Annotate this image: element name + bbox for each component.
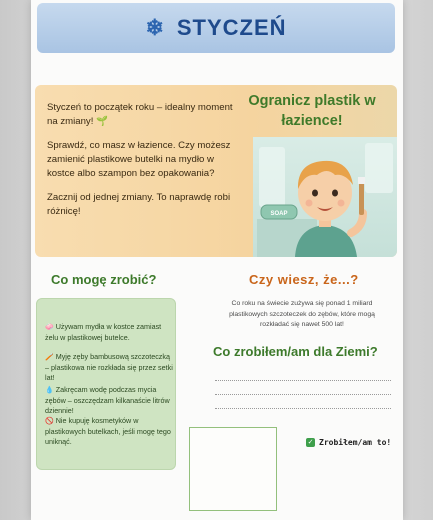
intro-box [35, 85, 397, 257]
tips-box [36, 298, 176, 470]
did-you-know-fact: Co roku na świecie zużywa się ponad 1 miliard plastikowych szczoteczek do zębów, które mogą rozkładać się nawet 500 lat! [229, 300, 375, 328]
boy-brushing-teeth-illustration [253, 137, 397, 257]
tip-item [45, 352, 173, 383]
tip-text: Używam mydła w kostce zamiast żelu w plastikowej butelce. [45, 322, 162, 342]
month-title [145, 15, 286, 41]
water-drop-icon: 💧 [45, 387, 54, 394]
headline: Ogranicz plastik w łazience! [248, 93, 376, 129]
tip-text: Myję zęby bambusową szczoteczką – plastikowa nie rozkłada się przez setki lat! [45, 352, 173, 382]
calendar-page [31, 0, 403, 520]
month-banner [37, 3, 395, 53]
what-can-i-do-title: Co mogę zrobić? [51, 272, 157, 287]
earth-title: Co zrobiłem/am dla Ziemi? [213, 344, 378, 359]
writing-line [215, 408, 391, 409]
month-name: STYCZEŃ [176, 15, 287, 40]
no-entry-icon: 🚫 [45, 418, 54, 425]
toothbrush-icon: 🪥 [45, 354, 54, 361]
tip-text: Nie kupuję kosmetyków w plastikowych butelkach, jeśli mogę tego uniknąć. [45, 416, 171, 446]
writing-line [215, 394, 391, 395]
drawing-box[interactable] [189, 427, 277, 511]
done-checkbox-row[interactable] [306, 438, 391, 447]
check-icon[interactable]: ✓ [307, 439, 314, 446]
tip-text: Zakręcam wodę podczas mycia zębów – oszczędzam kilkanaście litrów dziennie! [45, 385, 170, 415]
intro-text [47, 101, 237, 229]
intro-paragraph: Zacznij od jednej zmiany. To naprawdę robi różnicę! [47, 192, 231, 217]
writing-line [215, 380, 391, 381]
intro-paragraph: Styczeń to początek roku – idealny moment na zmiany! 🌱 [47, 102, 233, 127]
soap-icon: 🧼 [45, 324, 54, 331]
soap-label: SOAP [270, 211, 288, 217]
tip-item [45, 322, 173, 343]
soap-icon [261, 205, 297, 219]
snowflake-icon: ❄ [145, 15, 165, 40]
done-checkbox-label: Zrobiłem/am to! [319, 438, 392, 447]
did-you-know-title: Czy wiesz, że...? [249, 272, 359, 287]
tip-item [45, 385, 173, 416]
tip-item [45, 416, 173, 447]
intro-paragraph: Sprawdź, co masz w łazience. Czy możesz zamienić plastikowe butelki na mydło w kostce albo szampon bez opakowania? [47, 140, 231, 179]
